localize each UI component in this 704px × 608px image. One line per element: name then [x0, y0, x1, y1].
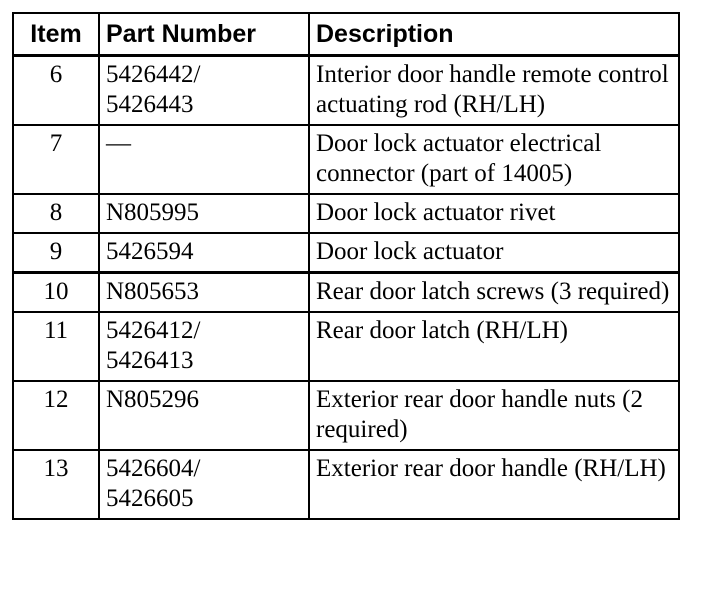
table-row: [13, 312, 679, 381]
description: Door lock actuator rivet: [309, 194, 679, 233]
part-number: N805995: [99, 194, 309, 233]
part-number: N805296: [99, 381, 309, 450]
item-number: 10: [13, 273, 99, 313]
header-description: Description: [309, 13, 679, 56]
item-number: 7: [13, 125, 99, 194]
part-number: 5426604/ 5426605: [99, 450, 309, 519]
item-number: 6: [13, 56, 99, 126]
table-row: [13, 450, 679, 519]
header-row: [13, 13, 679, 56]
description: Rear door latch (RH/LH): [309, 312, 679, 381]
table-row: [13, 125, 679, 194]
description: Rear door latch screws (3 required): [309, 273, 679, 313]
description: Door lock actuator: [309, 233, 679, 273]
table-row: [13, 56, 679, 126]
table-row: [13, 194, 679, 233]
description: Exterior rear door handle (RH/LH): [309, 450, 679, 519]
description: Exterior rear door handle nuts (2 required): [309, 381, 679, 450]
item-number: 11: [13, 312, 99, 381]
description: Door lock actuator electrical connector (part of 14005): [309, 125, 679, 194]
part-number: 5426412/ 5426413: [99, 312, 309, 381]
part-number: 5426442/ 5426443: [99, 56, 309, 126]
description: Interior door handle remote control actuating rod (RH/LH): [309, 56, 679, 126]
header-part-number: Part Number: [99, 13, 309, 56]
item-number: 13: [13, 450, 99, 519]
part-number: N805653: [99, 273, 309, 313]
table-row: [13, 233, 679, 273]
parts-table: [12, 12, 680, 520]
table-row: [13, 273, 679, 313]
table-row: [13, 381, 679, 450]
part-number: —: [99, 125, 309, 194]
header-item: Item: [13, 13, 99, 56]
item-number: 9: [13, 233, 99, 273]
item-number: 8: [13, 194, 99, 233]
item-number: 12: [13, 381, 99, 450]
part-number: 5426594: [99, 233, 309, 273]
